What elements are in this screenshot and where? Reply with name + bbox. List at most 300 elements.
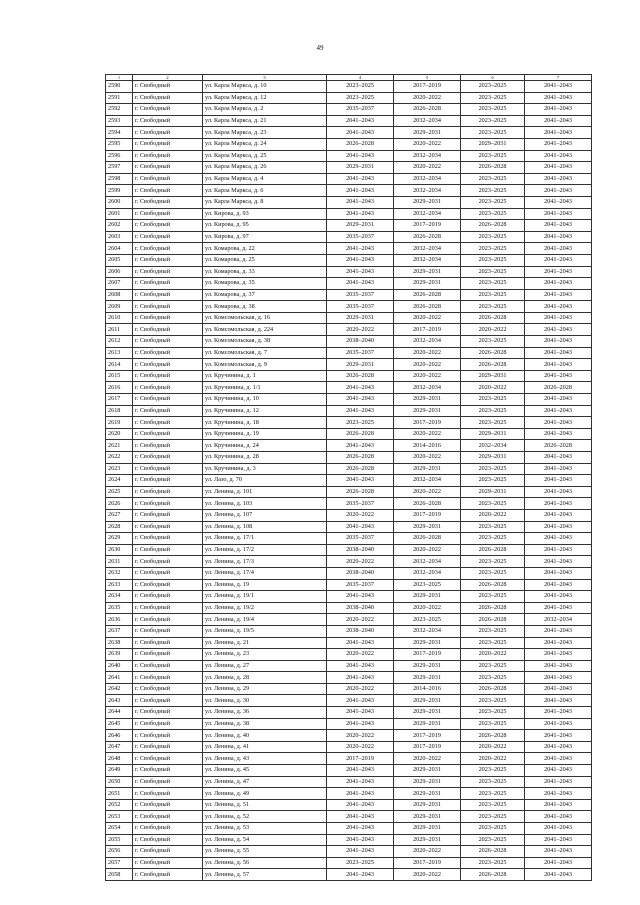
period-cell: 2041–2043 — [525, 579, 592, 591]
city-cell: г. Свободный — [133, 556, 203, 568]
period-cell: 2041–2043 — [525, 162, 592, 174]
row-number-cell: 2636 — [106, 614, 133, 626]
period-cell: 2026–2028 — [394, 301, 461, 313]
period-cell: 2026–2028 — [394, 533, 461, 545]
row-number-cell: 2600 — [106, 196, 133, 208]
city-cell: г. Свободный — [133, 475, 203, 487]
address-cell: ул. Комсомольская, д. 224 — [203, 324, 327, 336]
period-cell: 2041–2043 — [525, 776, 592, 788]
table-body — [106, 81, 592, 881]
period-cell: 2041–2043 — [525, 243, 592, 255]
period-cell: 2041–2043 — [525, 254, 592, 266]
address-cell: ул. Ленина, д. 103 — [203, 498, 327, 510]
period-cell: 2041–2043 — [327, 765, 394, 777]
period-cell: 2020–2022 — [394, 846, 461, 858]
period-cell: 2041–2043 — [525, 92, 592, 104]
period-cell: 2020–2022 — [394, 138, 461, 150]
table-row — [106, 765, 592, 777]
city-cell: г. Свободный — [133, 625, 203, 637]
address-cell: ул. Комсомольская, д. 9 — [203, 359, 327, 371]
address-cell: ул. Комсомольская, д. 7 — [203, 347, 327, 359]
period-cell: 2023–2025 — [461, 394, 525, 406]
period-cell: 2023–2025 — [461, 799, 525, 811]
row-number-cell: 2599 — [106, 185, 133, 197]
period-cell: 2023–2025 — [461, 150, 525, 162]
period-cell: 2041–2043 — [525, 625, 592, 637]
table-row — [106, 776, 592, 788]
period-cell: 2023–2025 — [461, 672, 525, 684]
row-number-cell: 2626 — [106, 498, 133, 510]
period-cell: 2032–2034 — [461, 440, 525, 452]
row-number-cell: 2653 — [106, 811, 133, 823]
period-cell: 2029–2031 — [327, 359, 394, 371]
period-cell: 2023–2025 — [461, 521, 525, 533]
address-cell: ул. Ленина, д. 49 — [203, 788, 327, 800]
city-cell: г. Свободный — [133, 162, 203, 174]
column-number: 6 — [461, 75, 525, 81]
period-cell: 2029–2031 — [394, 776, 461, 788]
city-cell: г. Свободный — [133, 521, 203, 533]
address-cell: ул. Кручинина, д. 12 — [203, 405, 327, 417]
table-row — [106, 614, 592, 626]
row-number-cell: 2631 — [106, 556, 133, 568]
row-number-cell: 2620 — [106, 428, 133, 440]
city-cell: г. Свободный — [133, 660, 203, 672]
period-cell: 2029–2031 — [394, 788, 461, 800]
row-number-cell: 2614 — [106, 359, 133, 371]
period-cell: 2032–2034 — [394, 254, 461, 266]
period-cell: 2026–2028 — [461, 162, 525, 174]
city-cell: г. Свободный — [133, 359, 203, 371]
period-cell: 2020–2022 — [327, 649, 394, 661]
period-cell: 2023–2025 — [461, 104, 525, 116]
table-row — [106, 556, 592, 568]
period-cell: 2041–2043 — [327, 266, 394, 278]
period-cell: 2041–2043 — [327, 243, 394, 255]
row-number-cell: 2612 — [106, 336, 133, 348]
row-number-cell: 2593 — [106, 115, 133, 127]
table-row — [106, 834, 592, 846]
address-cell: ул. Карла Маркса, д. 2 — [203, 104, 327, 116]
table-row — [106, 301, 592, 313]
row-number-cell: 2591 — [106, 92, 133, 104]
row-number-cell: 2629 — [106, 533, 133, 545]
period-cell: 2029–2031 — [394, 591, 461, 603]
period-cell: 2023–2025 — [461, 289, 525, 301]
city-cell: г. Свободный — [133, 579, 203, 591]
period-cell: 2038–2040 — [327, 336, 394, 348]
period-cell: 2029–2031 — [394, 266, 461, 278]
period-cell: 2029–2031 — [327, 162, 394, 174]
address-cell: ул. Кирова, д. 93 — [203, 208, 327, 220]
table-row — [106, 869, 592, 881]
address-cell: ул. Кручинина, д. 3 — [203, 463, 327, 475]
row-number-cell: 2657 — [106, 857, 133, 869]
row-number-cell: 2635 — [106, 602, 133, 614]
period-cell: 2029–2031 — [394, 196, 461, 208]
row-number-cell: 2640 — [106, 660, 133, 672]
city-cell: г. Свободный — [133, 614, 203, 626]
period-cell: 2032–2034 — [394, 243, 461, 255]
period-cell: 2026–2028 — [327, 452, 394, 464]
table-row — [106, 173, 592, 185]
address-cell: ул. Карла Маркса, д. 10 — [203, 81, 327, 93]
period-cell: 2029–2031 — [394, 834, 461, 846]
period-cell: 2023–2025 — [461, 498, 525, 510]
city-cell: г. Свободный — [133, 336, 203, 348]
period-cell: 2032–2034 — [394, 173, 461, 185]
period-cell: 2020–2022 — [327, 730, 394, 742]
address-cell: ул. Ленина, д. 23 — [203, 649, 327, 661]
page-number: 49 — [316, 44, 324, 52]
table-row — [106, 382, 592, 394]
table-row — [106, 788, 592, 800]
table-row — [106, 718, 592, 730]
period-cell: 2041–2043 — [525, 544, 592, 556]
period-cell: 2017–2019 — [327, 753, 394, 765]
city-cell: г. Свободный — [133, 869, 203, 881]
period-cell: 2026–2028 — [327, 486, 394, 498]
period-cell: 2023–2025 — [461, 266, 525, 278]
city-cell: г. Свободный — [133, 266, 203, 278]
row-number-cell: 2616 — [106, 382, 133, 394]
address-cell: ул. Ленина, д. 108 — [203, 521, 327, 533]
table-row — [106, 150, 592, 162]
address-cell: ул. Ленина, д. 47 — [203, 776, 327, 788]
period-cell: 2023–2025 — [327, 92, 394, 104]
table-row — [106, 521, 592, 533]
period-cell: 2041–2043 — [525, 823, 592, 835]
period-cell: 2029–2031 — [394, 660, 461, 672]
period-cell: 2041–2043 — [525, 683, 592, 695]
period-cell: 2029–2031 — [461, 370, 525, 382]
period-cell: 2020–2022 — [394, 486, 461, 498]
period-cell: 2041–2043 — [525, 788, 592, 800]
period-cell: 2041–2043 — [525, 266, 592, 278]
period-cell: 2029–2031 — [461, 138, 525, 150]
city-cell: г. Свободный — [133, 788, 203, 800]
period-cell: 2026–2028 — [461, 347, 525, 359]
table-row — [106, 463, 592, 475]
period-cell: 2029–2031 — [394, 127, 461, 139]
period-cell: 2023–2025 — [461, 196, 525, 208]
city-cell: г. Свободный — [133, 857, 203, 869]
table-row — [106, 602, 592, 614]
row-number-cell: 2590 — [106, 81, 133, 93]
period-cell: 2041–2043 — [525, 81, 592, 93]
period-cell: 2032–2034 — [394, 475, 461, 487]
row-number-cell: 2633 — [106, 579, 133, 591]
address-cell: ул. Кручинина, д. 10 — [203, 394, 327, 406]
period-cell: 2041–2043 — [327, 127, 394, 139]
table-row — [106, 544, 592, 556]
row-number-cell: 2618 — [106, 405, 133, 417]
period-cell: 2032–2034 — [394, 115, 461, 127]
row-number-cell: 2647 — [106, 741, 133, 753]
table-row — [106, 823, 592, 835]
city-cell: г. Свободный — [133, 463, 203, 475]
period-cell: 2020–2022 — [461, 382, 525, 394]
column-number: 3 — [203, 75, 327, 81]
row-number-cell: 2596 — [106, 150, 133, 162]
row-number-cell: 2637 — [106, 625, 133, 637]
period-cell: 2020–2022 — [394, 452, 461, 464]
period-cell: 2041–2043 — [525, 475, 592, 487]
table-row — [106, 127, 592, 139]
period-cell: 2026–2028 — [394, 289, 461, 301]
city-cell: г. Свободный — [133, 347, 203, 359]
row-number-cell: 2608 — [106, 289, 133, 301]
period-cell: 2041–2043 — [525, 834, 592, 846]
period-cell: 2017–2019 — [394, 730, 461, 742]
column-number: 1 — [106, 75, 133, 81]
row-number-cell: 2642 — [106, 683, 133, 695]
table-row — [106, 649, 592, 661]
period-cell: 2020–2022 — [394, 869, 461, 881]
period-cell: 2023–2025 — [461, 81, 525, 93]
row-number-cell: 2592 — [106, 104, 133, 116]
period-cell: 2017–2019 — [394, 417, 461, 429]
table-row — [106, 591, 592, 603]
table-row — [106, 185, 592, 197]
address-cell: ул. Карла Маркса, д. 8 — [203, 196, 327, 208]
row-number-cell: 2622 — [106, 452, 133, 464]
address-cell: ул. Ленина, д. 30 — [203, 695, 327, 707]
table-row — [106, 104, 592, 116]
period-cell: 2041–2043 — [327, 707, 394, 719]
address-cell: ул. Лазо, д. 70 — [203, 475, 327, 487]
period-cell: 2020–2022 — [394, 753, 461, 765]
address-cell: ул. Карла Маркса, д. 21 — [203, 115, 327, 127]
address-cell: ул. Кручинина, д. 28 — [203, 452, 327, 464]
table-row — [106, 637, 592, 649]
address-cell: ул. Ленина, д. 19/2 — [203, 602, 327, 614]
table-row — [106, 115, 592, 127]
city-cell: г. Свободный — [133, 138, 203, 150]
address-cell: ул. Ленина, д. 40 — [203, 730, 327, 742]
table-row — [106, 509, 592, 521]
period-cell: 2041–2043 — [525, 359, 592, 371]
period-cell: 2029–2031 — [394, 811, 461, 823]
city-cell: г. Свободный — [133, 718, 203, 730]
period-cell: 2023–2025 — [461, 208, 525, 220]
row-number-cell: 2594 — [106, 127, 133, 139]
period-cell: 2023–2025 — [461, 92, 525, 104]
table-row — [106, 266, 592, 278]
period-cell: 2032–2034 — [394, 625, 461, 637]
period-cell: 2041–2043 — [327, 208, 394, 220]
address-cell: ул. Комсомольская, д. 16 — [203, 312, 327, 324]
row-number-cell: 2651 — [106, 788, 133, 800]
period-cell: 2023–2025 — [461, 695, 525, 707]
period-cell: 2041–2043 — [525, 567, 592, 579]
period-cell: 2017–2019 — [394, 324, 461, 336]
period-cell: 2026–2028 — [394, 104, 461, 116]
row-number-cell: 2601 — [106, 208, 133, 220]
period-cell: 2032–2034 — [525, 614, 592, 626]
period-cell: 2041–2043 — [327, 672, 394, 684]
period-cell: 2029–2031 — [394, 718, 461, 730]
period-cell: 2035–2037 — [327, 231, 394, 243]
address-cell: ул. Комарова, д. 25 — [203, 254, 327, 266]
period-cell: 2020–2022 — [394, 428, 461, 440]
period-cell: 2038–2040 — [327, 625, 394, 637]
period-cell: 2041–2043 — [327, 660, 394, 672]
table-row — [106, 799, 592, 811]
period-cell: 2026–2028 — [327, 428, 394, 440]
period-cell: 2041–2043 — [327, 394, 394, 406]
city-cell: г. Свободный — [133, 776, 203, 788]
row-number-cell: 2604 — [106, 243, 133, 255]
period-cell: 2041–2043 — [525, 556, 592, 568]
row-number-cell: 2656 — [106, 846, 133, 858]
period-cell: 2023–2025 — [461, 127, 525, 139]
period-cell: 2041–2043 — [525, 278, 592, 290]
row-number-cell: 2641 — [106, 672, 133, 684]
period-cell: 2041–2043 — [525, 509, 592, 521]
table-row — [106, 486, 592, 498]
address-cell: ул. Ленина, д. 54 — [203, 834, 327, 846]
row-number-cell: 2634 — [106, 591, 133, 603]
city-cell: г. Свободный — [133, 196, 203, 208]
city-cell: г. Свободный — [133, 602, 203, 614]
city-cell: г. Свободный — [133, 173, 203, 185]
period-cell: 2014–2016 — [394, 683, 461, 695]
period-cell: 2023–2025 — [327, 81, 394, 93]
row-number-cell: 2623 — [106, 463, 133, 475]
address-cell: ул. Карла Маркса, д. 4 — [203, 173, 327, 185]
period-cell: 2023–2025 — [461, 823, 525, 835]
city-cell: г. Свободный — [133, 834, 203, 846]
city-cell: г. Свободный — [133, 440, 203, 452]
period-cell: 2020–2022 — [394, 544, 461, 556]
period-cell: 2020–2022 — [394, 347, 461, 359]
period-cell: 2026–2028 — [461, 579, 525, 591]
row-number-cell: 2621 — [106, 440, 133, 452]
city-cell: г. Свободный — [133, 231, 203, 243]
period-cell: 2029–2031 — [394, 799, 461, 811]
period-cell: 2026–2028 — [461, 602, 525, 614]
table-row — [106, 625, 592, 637]
row-number-cell: 2598 — [106, 173, 133, 185]
address-cell: ул. Кручинина, д. 24 — [203, 440, 327, 452]
period-cell: 2023–2025 — [461, 243, 525, 255]
table-row — [106, 475, 592, 487]
period-cell: 2041–2043 — [525, 452, 592, 464]
period-cell: 2041–2043 — [525, 185, 592, 197]
period-cell: 2020–2022 — [394, 370, 461, 382]
city-cell: г. Свободный — [133, 370, 203, 382]
period-cell: 2041–2043 — [327, 776, 394, 788]
period-cell: 2041–2043 — [525, 138, 592, 150]
city-cell: г. Свободный — [133, 428, 203, 440]
period-cell: 2041–2043 — [525, 498, 592, 510]
period-cell: 2023–2025 — [461, 254, 525, 266]
row-number-cell: 2615 — [106, 370, 133, 382]
period-cell: 2020–2022 — [394, 162, 461, 174]
city-cell: г. Свободный — [133, 498, 203, 510]
address-cell: ул. Комарова, д. 38 — [203, 301, 327, 313]
period-cell: 2023–2025 — [461, 567, 525, 579]
table-row — [106, 857, 592, 869]
row-number-cell: 2625 — [106, 486, 133, 498]
period-cell: 2023–2025 — [327, 417, 394, 429]
row-number-cell: 2609 — [106, 301, 133, 313]
period-cell: 2023–2025 — [461, 533, 525, 545]
period-cell: 2029–2031 — [394, 463, 461, 475]
period-cell: 2041–2043 — [327, 440, 394, 452]
row-number-cell: 2648 — [106, 753, 133, 765]
period-cell: 2023–2025 — [461, 417, 525, 429]
period-cell: 2017–2019 — [394, 741, 461, 753]
table-row — [106, 278, 592, 290]
table-row — [106, 289, 592, 301]
period-cell: 2041–2043 — [525, 220, 592, 232]
address-cell: ул. Кручинина, д. 1 — [203, 370, 327, 382]
period-cell: 2026–2028 — [525, 382, 592, 394]
period-cell: 2041–2043 — [327, 254, 394, 266]
period-cell: 2023–2025 — [327, 857, 394, 869]
city-cell: г. Свободный — [133, 185, 203, 197]
period-cell: 2029–2031 — [394, 695, 461, 707]
city-cell: г. Свободный — [133, 92, 203, 104]
period-cell: 2026–2028 — [327, 463, 394, 475]
period-cell: 2020–2022 — [461, 741, 525, 753]
row-number-cell: 2650 — [106, 776, 133, 788]
period-cell: 2041–2043 — [525, 718, 592, 730]
address-cell: ул. Комарова, д. 37 — [203, 289, 327, 301]
column-number: 5 — [394, 75, 461, 81]
row-number-cell: 2619 — [106, 417, 133, 429]
period-cell: 2041–2043 — [525, 533, 592, 545]
address-cell: ул. Ленина, д. 53 — [203, 823, 327, 835]
period-cell: 2032–2034 — [394, 556, 461, 568]
housing-repair-table — [105, 74, 592, 881]
period-cell: 2014–2016 — [394, 440, 461, 452]
address-cell: ул. Кручинина, д. 1/1 — [203, 382, 327, 394]
period-cell: 2041–2043 — [327, 637, 394, 649]
city-cell: г. Свободный — [133, 254, 203, 266]
period-cell: 2035–2037 — [327, 498, 394, 510]
row-number-cell: 2606 — [106, 266, 133, 278]
table-row — [106, 440, 592, 452]
address-cell: ул. Ленина, д. 36 — [203, 707, 327, 719]
table-row — [106, 359, 592, 371]
period-cell: 2029–2031 — [394, 394, 461, 406]
period-cell: 2032–2034 — [394, 567, 461, 579]
table-row — [106, 254, 592, 266]
period-cell: 2026–2028 — [461, 730, 525, 742]
row-number-cell: 2613 — [106, 347, 133, 359]
row-number-cell: 2624 — [106, 475, 133, 487]
address-cell: ул. Ленина, д. 57 — [203, 869, 327, 881]
city-cell: г. Свободный — [133, 208, 203, 220]
period-cell: 2041–2043 — [327, 278, 394, 290]
address-cell: ул. Ленина, д. 19 — [203, 579, 327, 591]
period-cell: 2029–2031 — [394, 823, 461, 835]
city-cell: г. Свободный — [133, 312, 203, 324]
column-number: 7 — [525, 75, 592, 81]
period-cell: 2023–2025 — [461, 231, 525, 243]
period-cell: 2026–2028 — [327, 370, 394, 382]
period-cell: 2038–2040 — [327, 567, 394, 579]
period-cell: 2023–2025 — [461, 834, 525, 846]
table-row — [106, 138, 592, 150]
city-cell: г. Свободный — [133, 509, 203, 521]
period-cell: 2032–2034 — [394, 185, 461, 197]
city-cell: г. Свободный — [133, 765, 203, 777]
row-number-cell: 2595 — [106, 138, 133, 150]
